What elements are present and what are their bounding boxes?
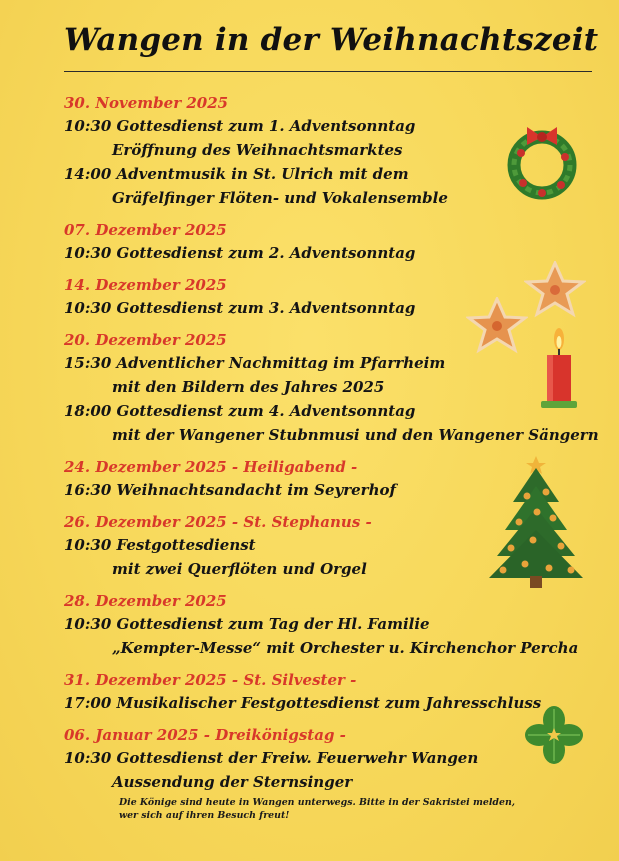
four-leaf-clover-icon	[522, 703, 586, 767]
day-block	[64, 724, 594, 822]
star-cookie-icon	[524, 261, 586, 319]
event-entry	[64, 399, 599, 447]
event-line: 10:30 Gottesdienst zum 1. Adventsonntag	[64, 117, 416, 135]
day-date: 31. Dezember 2025 - St. Silvester -	[64, 671, 357, 689]
event-continuation: Aussendung der Sternsinger	[112, 773, 353, 791]
event-continuation: mit den Bildern des Jahres 2025	[112, 378, 385, 396]
event-line: 18:00 Gottesdienst zum 4. Adventsonntag	[64, 402, 416, 420]
event-line: 10:30 Gottesdienst zum Tag der Hl. Familie	[64, 615, 430, 633]
day-date: 07. Dezember 2025	[64, 221, 227, 239]
event-continuation: mit der Wangener Stubnmusi und den Wangener Sängern	[112, 426, 599, 444]
day-date: 26. Dezember 2025 - St. Stephanus -	[64, 513, 372, 531]
event-line: 10:30 Gottesdienst der Freiw. Feuerwehr Wangen	[64, 749, 479, 767]
page-title: Wangen in der Weihnachtszeit	[64, 22, 599, 58]
event-line: 17:00 Musikalischer Festgottesdienst zum Jahresschluss	[64, 694, 542, 712]
event-line: 14:00 Adventmusik in St. Ulrich mit dem	[64, 165, 409, 183]
event-line: 15:30 Adventlicher Nachmittag im Pfarrheim	[64, 354, 446, 372]
event-continuation: „Kempter-Messe“ mit Orchester u. Kirchenchor Percha	[112, 639, 579, 657]
event-entry	[64, 691, 594, 715]
day-date: 20. Dezember 2025	[64, 331, 227, 349]
day-block	[64, 669, 594, 715]
note-line: wer sich auf ihren Besuch freut!	[119, 810, 290, 821]
event-line: 10:30 Gottesdienst zum 3. Adventsonntag	[64, 299, 416, 317]
day-date: 28. Dezember 2025	[64, 592, 227, 610]
note-line: Die Könige sind heute in Wangen unterwegs. Bitte in der Sakristei melden,	[119, 797, 516, 808]
event-continuation: Gräfelfinger Flöten- und Vokalensemble	[112, 189, 448, 207]
christmas-tree-icon	[483, 452, 589, 592]
event-continuation: Eröffnung des Weihnachtsmarktes	[112, 141, 403, 159]
event-line: 10:30 Gottesdienst zum 2. Adventsonntag	[64, 244, 416, 262]
day-block	[64, 219, 594, 265]
event-entry	[64, 746, 594, 794]
day-date: 14. Dezember 2025	[64, 276, 227, 294]
day-date: 30. November 2025	[64, 94, 229, 112]
day-date: 24. Dezember 2025 - Heiligabend -	[64, 458, 358, 476]
event-line: 16:30 Weihnachtsandacht im Seyrerhof	[64, 481, 396, 499]
advent-wreath-icon	[499, 123, 585, 203]
event-entry	[64, 241, 594, 265]
event-entry	[64, 612, 594, 660]
candle-icon	[539, 327, 579, 411]
star-cookie-icon	[466, 297, 528, 355]
day-block	[64, 590, 594, 660]
event-continuation: mit zwei Querflöten und Orgel	[112, 560, 367, 578]
small-note	[64, 796, 594, 822]
event-line: 10:30 Festgottesdienst	[64, 536, 256, 554]
day-date: 06. Januar 2025 - Dreikönigstag -	[64, 726, 346, 744]
event-entry	[64, 351, 594, 399]
title-divider	[64, 71, 592, 72]
